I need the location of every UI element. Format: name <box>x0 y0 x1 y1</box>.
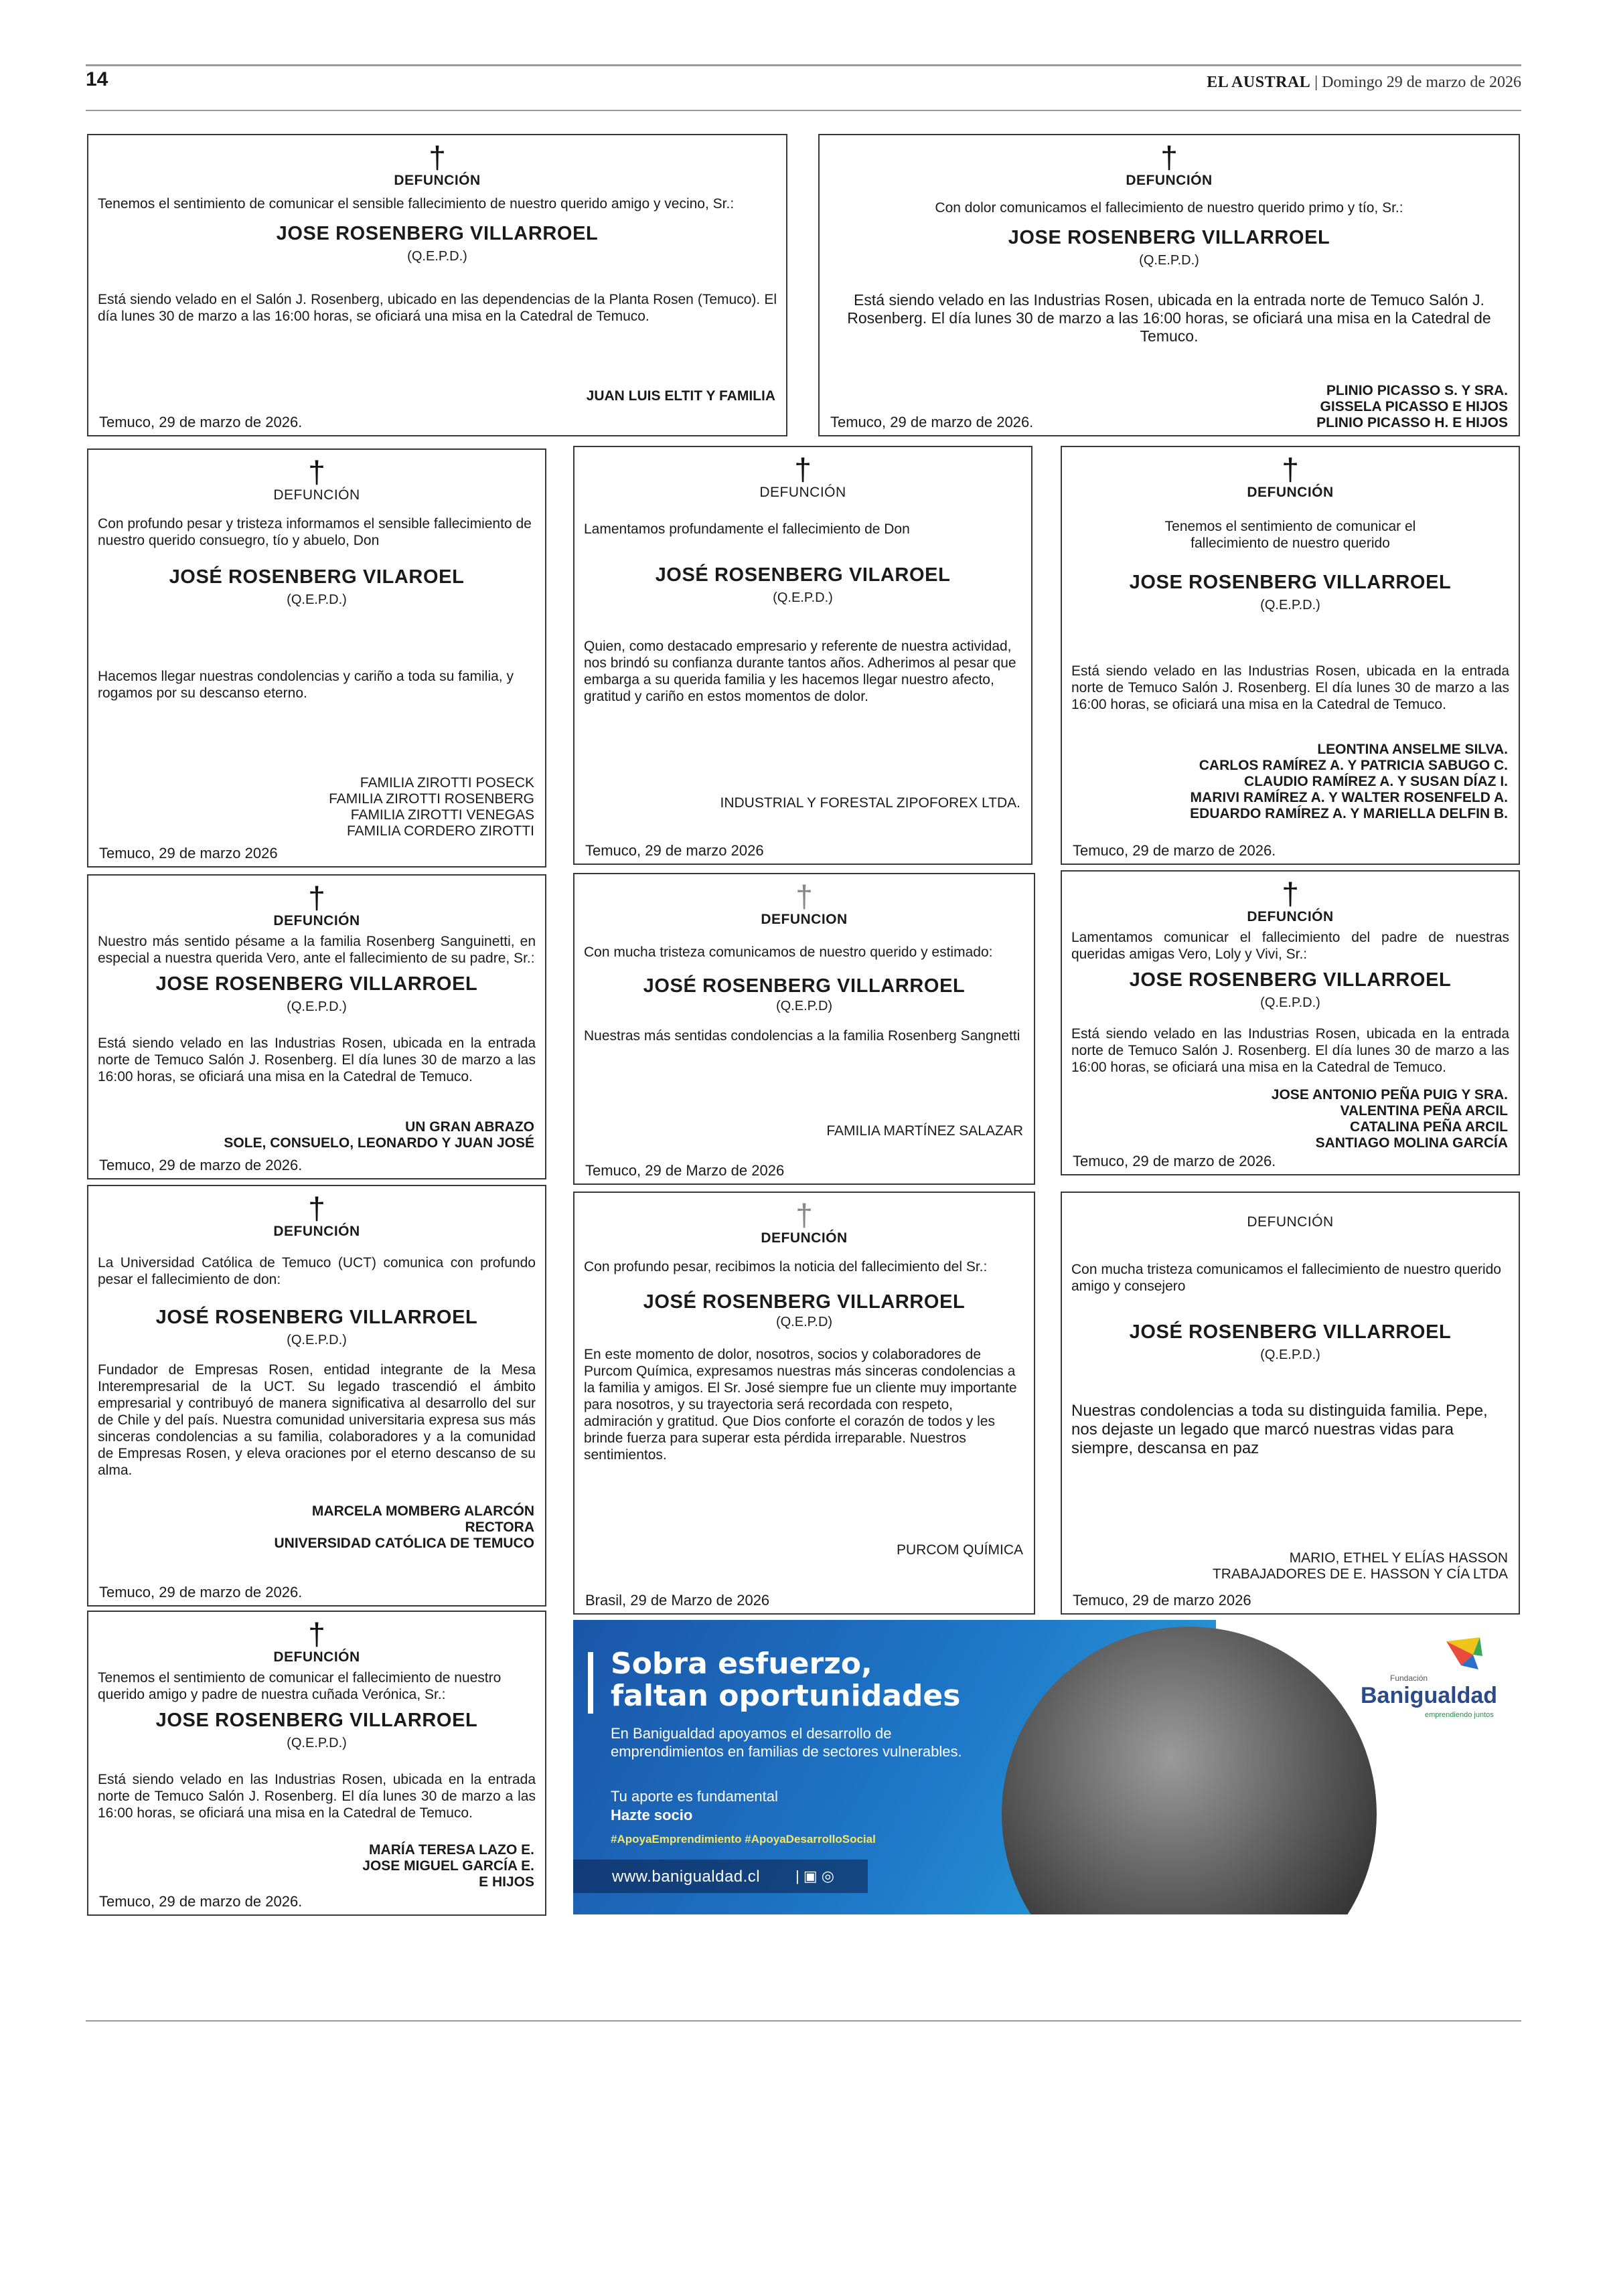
qepd-label: (Q.E.P.D.) <box>1260 995 1320 1010</box>
notice-body: Está siendo velado en las Industrias Rosen, ubicada en la entrada norte de Temuco Salón J. Rosenberg. El día lunes 30 de marzo a las 16:00 horas, se oficiará una misa en la Catedral de Temuco. <box>98 1772 536 1821</box>
notice-heading: DEFUNCIÓN <box>273 1224 360 1239</box>
notice-date: Brasil, 29 de Marzo de 2026 <box>585 1592 770 1609</box>
signer: LEONTINA ANSELME SILVA. <box>1317 742 1508 757</box>
signer: MARIO, ETHEL Y ELÍAS HASSON <box>1289 1550 1508 1566</box>
notice-date: Temuco, 29 de marzo de 2026. <box>1073 842 1276 859</box>
qepd-label: (Q.E.P.D) <box>775 1315 833 1329</box>
obituary-notice <box>1061 1192 1520 1615</box>
ad-description: En Banigualdad apoyamos el desarrollo de emprendimientos en familias de sectores vulnerables. <box>611 1725 962 1760</box>
notice-intro: Con profundo pesar y tristeza informamos el sensible fallecimiento de nuestro querido consuegro, tío y abuelo, Don <box>98 516 532 548</box>
qepd-label: (Q.E.P.D.) <box>1139 253 1199 268</box>
obituary-notice <box>818 134 1520 436</box>
notice-body: Está siendo velado en el Salón J. Rosenberg, ubicado en las dependencias de la Planta Rosen (Temuco). El día lunes 30 de marzo a las 16:00 horas, se oficiará una misa en la Catedral de Temuco. <box>98 292 777 324</box>
notice-heading: DEFUNCION <box>761 912 848 927</box>
ad-url[interactable]: www.banigualdad.cl <box>612 1868 761 1886</box>
deceased-name: JOSE ROSENBERG VILLARROEL <box>155 973 478 995</box>
notice-signers <box>362 1842 534 1890</box>
signer: VALENTINA PEÑA ARCIL <box>1340 1103 1508 1119</box>
notice-signers <box>587 388 775 404</box>
logo-tagline: emprendiendo juntos <box>1425 1711 1494 1719</box>
ad-cta[interactable]: Hazte socio <box>611 1807 693 1823</box>
cross-icon: † <box>795 1198 813 1232</box>
signer: MARCELA MOMBERG ALARCÓN <box>311 1503 534 1519</box>
obituary-notice <box>573 446 1032 865</box>
signer: SANTIAGO MOLINA GARCÍA <box>1315 1135 1508 1151</box>
qepd-label: (Q.E.P.D.) <box>773 590 833 605</box>
signer: JOSE ANTONIO PEÑA PUIG Y SRA. <box>1271 1087 1508 1102</box>
obituary-notice <box>87 1185 546 1607</box>
cross-icon: † <box>1160 140 1178 175</box>
obituary-notice <box>573 1192 1035 1615</box>
signer: FAMILIA ZIROTTI POSECK <box>360 775 534 791</box>
banigualdad-advertisement[interactable] <box>573 1620 1524 1914</box>
obituary-notice <box>1061 870 1520 1175</box>
notice-heading: DEFUNCIÓN <box>273 1649 360 1665</box>
notice-date: Temuco, 29 de marzo 2026 <box>1073 1592 1251 1609</box>
logo-name: Banigualdad <box>1361 1683 1498 1708</box>
signer: MARIVI RAMÍREZ A. Y WALTER ROSENFELD A. <box>1190 790 1508 805</box>
notice-signers <box>275 1503 535 1552</box>
page-header <box>86 64 1521 110</box>
signer: GISSELA PICASSO E HIJOS <box>1320 399 1508 414</box>
ad-title-accent <box>588 1652 593 1714</box>
qepd-label: (Q.E.P.D.) <box>407 249 467 264</box>
notice-heading: DEFUNCIÓN <box>1247 909 1334 924</box>
notice-date: Temuco, 29 de marzo 2026 <box>585 842 764 859</box>
cross-icon: † <box>795 879 813 914</box>
newspaper-masthead <box>1207 74 1521 92</box>
notice-intro: Tenemos el sentimiento de comunicar el sensible fallecimiento de nuestro querido amigo y vecino, Sr.: <box>98 196 735 212</box>
signer: UN GRAN ABRAZO <box>405 1119 534 1135</box>
cross-icon: † <box>308 455 325 489</box>
qepd-label: (Q.E.P.D) <box>775 999 833 1013</box>
qepd-label: (Q.E.P.D.) <box>287 999 347 1014</box>
notice-heading: DEFUNCIÓN <box>1247 485 1334 500</box>
deceased-name: JOSE ROSENBERG VILLARROEL <box>155 1710 478 1731</box>
notice-intro: La Universidad Católica de Temuco (UCT) comunica con profundo pesar el fallecimiento de don: <box>98 1255 536 1287</box>
notice-intro: Tenemos el sentimiento de comunicar el fallecimiento de nuestro querido <box>1164 519 1416 551</box>
deceased-name: JOSE ROSENBERG VILLARROEL <box>1129 572 1452 593</box>
instagram-icon[interactable]: ◎ <box>821 1868 834 1884</box>
deceased-name: JOSÉ ROSENBERG VILAROEL <box>169 566 465 588</box>
notice-body: Fundador de Empresas Rosen, entidad integrante de la Mesa Interempresarial de la UCT. Su legado trascendió el ámbito empresarial y contribuyó de manera significativa al desarrollo del sur de Chile y del país. Nuestra comunidad universitaria expresa sus más sinceras condolencias a su familia, colaboradores y a la comunidad de Empresas Rosen, y eleva oraciones por el eterno descanso de su alma. <box>98 1362 536 1478</box>
notice-signers <box>1190 742 1508 822</box>
notice-signers <box>897 1542 1023 1558</box>
masthead-separator: | <box>1314 74 1322 91</box>
notice-intro: Con dolor comunicamos el fallecimiento de nuestro querido primo y tío, Sr.: <box>935 200 1403 216</box>
notice-body: Está siendo velado en las Industrias Rosen, ubicada en la entrada norte de Temuco Salón J. Rosenberg. El día lunes 30 de marzo a las 16:00 horas, se oficiará una misa en la Catedral de Temuco. <box>1071 663 1509 712</box>
notice-body: En este momento de dolor, nosotros, socios y colaboradores de Purcom Química, expresamos nuestras más sinceras condolencias a la familia y amigos. El Sr. José siempre fue un cliente muy importante para nosotros, y su trayectoria será recordada con respeto, admiración y gratitud. Que Dios conforte el corazón de todos y les brinde fuerza para superar esta pérdida irreparable. Nuestros sentimientos. <box>584 1347 1017 1463</box>
deceased-name: JOSE ROSENBERG VILLARROEL <box>1008 227 1330 248</box>
signer: JOSE MIGUEL GARCÍA E. <box>362 1858 534 1874</box>
signer: JUAN LUIS ELTIT Y FAMILIA <box>586 388 775 404</box>
obituary-notice <box>87 1611 546 1916</box>
ad-title-line: faltan oportunidades <box>611 1679 961 1713</box>
signer: EDUARDO RAMÍREZ A. Y MARIELLA DELFIN B. <box>1190 806 1508 821</box>
qepd-label: (Q.E.P.D.) <box>287 1333 347 1347</box>
notice-intro: Nuestro más sentido pésame a la familia Rosenberg Sanguinetti, en especial a nuestra querida Vero, ante el fallecimiento de su padre, Sr.: <box>98 934 536 966</box>
signer: PURCOM QUÍMICA <box>897 1542 1023 1558</box>
deceased-name: JOSÉ ROSENBERG VILLARROEL <box>643 1291 966 1313</box>
footer-rule <box>86 2020 1521 2022</box>
notice-body: Hacemos llegar nuestras condolencias y cariño a toda su familia, y rogamos por su descanso eterno. <box>98 669 514 701</box>
signer: PLINIO PICASSO H. E HIJOS <box>1316 415 1508 430</box>
signer: MARÍA TERESA LAZO E. <box>369 1842 534 1858</box>
cross-icon: † <box>1282 876 1299 911</box>
ad-title-line: Sobra esfuerzo, <box>611 1647 872 1681</box>
notice-heading: DEFUNCIÓN <box>273 487 360 503</box>
notice-body: Nuestras condolencias a toda su distinguida familia. Pepe, nos dejaste un legado que marcó nuestras vidas para siempre, descansa en paz <box>1071 1402 1488 1457</box>
signer: INDUSTRIAL Y FORESTAL ZIPOFOREX LTDA. <box>720 795 1020 811</box>
signer: FAMILIA CORDERO ZIROTTI <box>346 823 534 839</box>
notice-signers <box>224 1119 534 1151</box>
signer: UNIVERSIDAD CATÓLICA DE TEMUCO <box>274 1536 534 1551</box>
notice-intro: Con profundo pesar, recibimos la noticia del fallecimiento del Sr.: <box>584 1259 988 1275</box>
notice-signers <box>1316 383 1508 431</box>
notice-heading: DEFUNCIÓN <box>761 1230 848 1246</box>
notice-heading: DEFUNCIÓN <box>759 485 846 500</box>
qepd-label: (Q.E.P.D.) <box>1260 1347 1320 1362</box>
obituary-notice <box>573 873 1035 1185</box>
cross-icon: † <box>308 1191 325 1226</box>
header-bottom-rule <box>86 110 1521 111</box>
notice-body: Está siendo velado en las Industrias Rosen, ubicada en la entrada norte de Temuco Salón J. Rosenberg. El día lunes 30 de marzo a las 16:00 horas, se oficiará una misa en la Catedral de Temuco. <box>1071 1026 1509 1075</box>
signer: PLINIO PICASSO S. Y SRA. <box>1326 383 1508 398</box>
ad-hashtags: #ApoyaEmprendimiento #ApoyaDesarrolloSocial <box>611 1833 876 1846</box>
signer: E HIJOS <box>479 1874 534 1890</box>
qepd-label: (Q.E.P.D.) <box>287 592 347 607</box>
notice-date: Temuco, 29 de Marzo de 2026 <box>585 1162 785 1179</box>
notice-intro: Tenemos el sentimiento de comunicar el fallecimiento de nuestro querido amigo y padre de nuestra cuñada Verónica, Sr.: <box>98 1670 502 1702</box>
obituary-notice <box>1061 446 1520 865</box>
signer: CLAUDIO RAMÍREZ A. Y SUSAN DÍAZ I. <box>1244 774 1508 789</box>
notice-date: Temuco, 29 de marzo de 2026. <box>99 1584 303 1601</box>
notice-signers <box>1272 1087 1508 1151</box>
notice-date: Temuco, 29 de marzo 2026 <box>99 845 278 862</box>
notice-heading: DEFUNCIÓN <box>1126 173 1213 188</box>
banigualdad-logo-icon <box>1441 1636 1484 1676</box>
notice-signers <box>1213 1550 1508 1582</box>
qepd-label: (Q.E.P.D.) <box>1260 598 1320 612</box>
cross-icon: † <box>308 1617 325 1651</box>
notice-date: Temuco, 29 de marzo de 2026. <box>830 414 1034 430</box>
notice-body: Quien, como destacado empresario y referente de nuestra actividad, nos brindó su confianza durante tantos años. Adherimos al pesar que embarga a su querida familia y les hacemos llegar nuestro afecto, gratitud y cariño en estos momentos de dolor. <box>584 639 1016 704</box>
notice-body: Nuestras más sentidas condolencias a la familia Rosenberg Sangnetti <box>584 1028 1020 1044</box>
ad-aporte <box>611 1787 778 1825</box>
newspaper-name: EL AUSTRAL <box>1207 74 1311 91</box>
ad-aporte-text: Tu aporte es fundamental <box>611 1788 778 1805</box>
notice-heading: DEFUNCIÓN <box>394 173 481 188</box>
signer: FAMILIA ZIROTTI VENEGAS <box>350 807 534 823</box>
obituary-notice <box>87 448 546 868</box>
obituary-notice <box>87 134 787 436</box>
notice-signers <box>826 1123 1023 1139</box>
signer: FAMILIA ZIROTTI ROSENBERG <box>329 791 534 807</box>
ad-social <box>795 1868 834 1885</box>
logo-foundation-label: Fundación <box>1390 1673 1428 1683</box>
notice-date: Temuco, 29 de marzo de 2026. <box>1073 1153 1276 1169</box>
deceased-name: JOSÉ ROSENBERG VILLARROEL <box>1129 1321 1452 1343</box>
deceased-name: JOSE ROSENBERG VILLARROEL <box>276 223 599 244</box>
notice-heading: DEFUNCIÓN <box>273 913 360 928</box>
cross-icon: † <box>1282 452 1299 487</box>
obituary-notice <box>87 874 546 1179</box>
notice-signers <box>329 775 534 839</box>
issue-date: Domingo 29 de marzo de 2026 <box>1322 74 1521 91</box>
notice-signers <box>720 795 1020 811</box>
signer: FAMILIA MARTÍNEZ SALAZAR <box>826 1123 1023 1139</box>
deceased-name: JOSÉ ROSENBERG VILAROEL <box>655 564 951 586</box>
notice-intro: Lamentamos profundamente el fallecimiento de Don <box>584 521 910 537</box>
social-divider: | <box>795 1868 799 1884</box>
notice-intro: Con mucha tristeza comunicamos de nuestro querido y estimado: <box>584 945 993 960</box>
cross-icon: † <box>429 140 446 175</box>
notice-heading: DEFUNCIÓN <box>1247 1214 1334 1230</box>
signer: SOLE, CONSUELO, LEONARDO Y JUAN JOSÉ <box>224 1135 534 1151</box>
cross-icon: † <box>308 880 325 915</box>
deceased-name: JOSÉ ROSENBERG VILLARROEL <box>643 975 966 997</box>
notice-intro: Lamentamos comunicar el fallecimiento del padre de nuestras queridas amigas Vero, Loly y Vivi, Sr.: <box>1071 930 1509 962</box>
facebook-icon[interactable]: ▣ <box>803 1868 818 1884</box>
signer: CATALINA PEÑA ARCIL <box>1349 1119 1508 1135</box>
signer: TRABAJADORES DE E. HASSON Y CÍA LTDA <box>1212 1566 1508 1582</box>
qepd-label: (Q.E.P.D.) <box>287 1736 347 1750</box>
signer: RECTORA <box>465 1520 534 1535</box>
notice-body: Está siendo velado en las Industrias Rosen, ubicada en la entrada norte de Temuco Salón J. Rosenberg. El día lunes 30 de marzo a las 16:00 horas, se oficiará una misa en la Catedral de Temuco. <box>98 1036 536 1084</box>
notice-date: Temuco, 29 de marzo de 2026. <box>99 414 303 430</box>
cross-icon: † <box>794 452 812 487</box>
deceased-name: JOSE ROSENBERG VILLARROEL <box>1129 969 1452 991</box>
notice-date: Temuco, 29 de marzo de 2026. <box>99 1893 303 1910</box>
notice-body: Está siendo velado en las Industrias Rosen, ubicada en la entrada norte de Temuco Salón J. Rosenberg. El día lunes 30 de marzo a las 16:00 horas, se oficiará una misa en la Catedral de Temuco. <box>847 291 1491 345</box>
signer: CARLOS RAMÍREZ A. Y PATRICIA SABUGO C. <box>1199 758 1508 773</box>
deceased-name: JOSÉ ROSENBERG VILLARROEL <box>155 1307 478 1328</box>
notice-intro: Con mucha tristeza comunicamos el fallecimiento de nuestro querido amigo y consejero <box>1071 1262 1501 1294</box>
notice-date: Temuco, 29 de marzo de 2026. <box>99 1157 303 1173</box>
page-number: 14 <box>86 68 108 90</box>
ad-title <box>611 1648 960 1712</box>
